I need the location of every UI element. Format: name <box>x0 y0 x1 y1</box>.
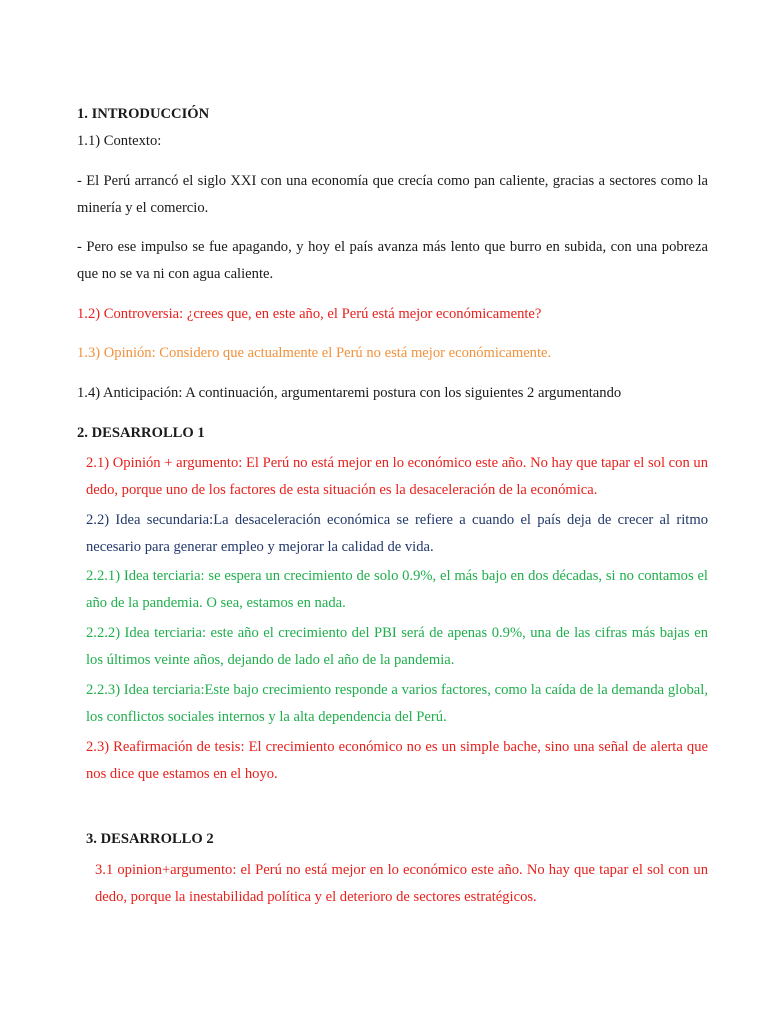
secondary-idea-2-2: 2.2) Idea secundaria:La desaceleración económica se refiere a cuando el país deja de crecer al ritmo necesario para generar empleo y mejorar la calidad de vida. <box>86 512 708 555</box>
tertiary-idea-2-2-3: 2.2.3) Idea terciaria:Este bajo crecimiento responde a varios factores, como la caída de la demanda global, los conflictos sociales internos y la alta dependencia del Perú. <box>86 682 708 725</box>
tertiary-idea-2-2-1: 2.2.1) Idea terciaria: se espera un crecimiento de solo 0.9%, el más bajo en dos décadas, si no contamos el año de la pandemia. O sea, estamos en nada. <box>86 568 708 611</box>
controversy-line: 1.2) Controversia: ¿crees que, en este año, el Perú está mejor económicamente? <box>77 306 542 322</box>
context-paragraph-2: - Pero ese impulso se fue apagando, y hoy el país avanza más lento que burro en subida, con una pobreza que no se va ni con agua caliente. <box>77 239 708 282</box>
opinion-line: 1.3) Opinión: Considero que actualmente el Perú no está mejor económicamente. <box>77 345 552 361</box>
thesis-reaffirmation-2-3: 2.3) Reafirmación de tesis: El crecimiento económico no es un simple bache, sino una señal de alerta que nos dice que estamos en el hoyo. <box>86 739 708 782</box>
section-1-heading: 1. INTRODUCCIÓN <box>77 106 210 122</box>
context-paragraph-1: - El Perú arrancó el siglo XXI con una economía que crecía como pan caliente, gracias a sectores como la minería y el comercio. <box>77 173 708 216</box>
section-3-heading: 3. DESARROLLO 2 <box>86 831 214 847</box>
tertiary-idea-2-2-2: 2.2.2) Idea terciaria: este año el crecimiento del PBI será de apenas 0.9%, una de las cifras más bajas en los últimos veinte años, dejando de lado el año de la pandemia. <box>86 625 708 668</box>
context-label: 1.1) Contexto: <box>77 133 162 149</box>
section-2-heading: 2. DESARROLLO 1 <box>77 425 205 441</box>
argument-3-1: 3.1 opinion+argumento: el Perú no está mejor en lo económico este año. No hay que tapar el sol con un dedo, porque la inestabilidad política y el deterioro de sectores estratégicos. <box>95 862 708 905</box>
argument-2-1: 2.1) Opinión + argumento: El Perú no está mejor en lo económico este año. No hay que tapar el sol con un dedo, porque uno de los factores de esta situación es la desaceleración de la económica. <box>86 455 708 498</box>
anticipation-line: 1.4) Anticipación: A continuación, argumentaremi postura con los siguientes 2 argumentando <box>77 385 622 401</box>
